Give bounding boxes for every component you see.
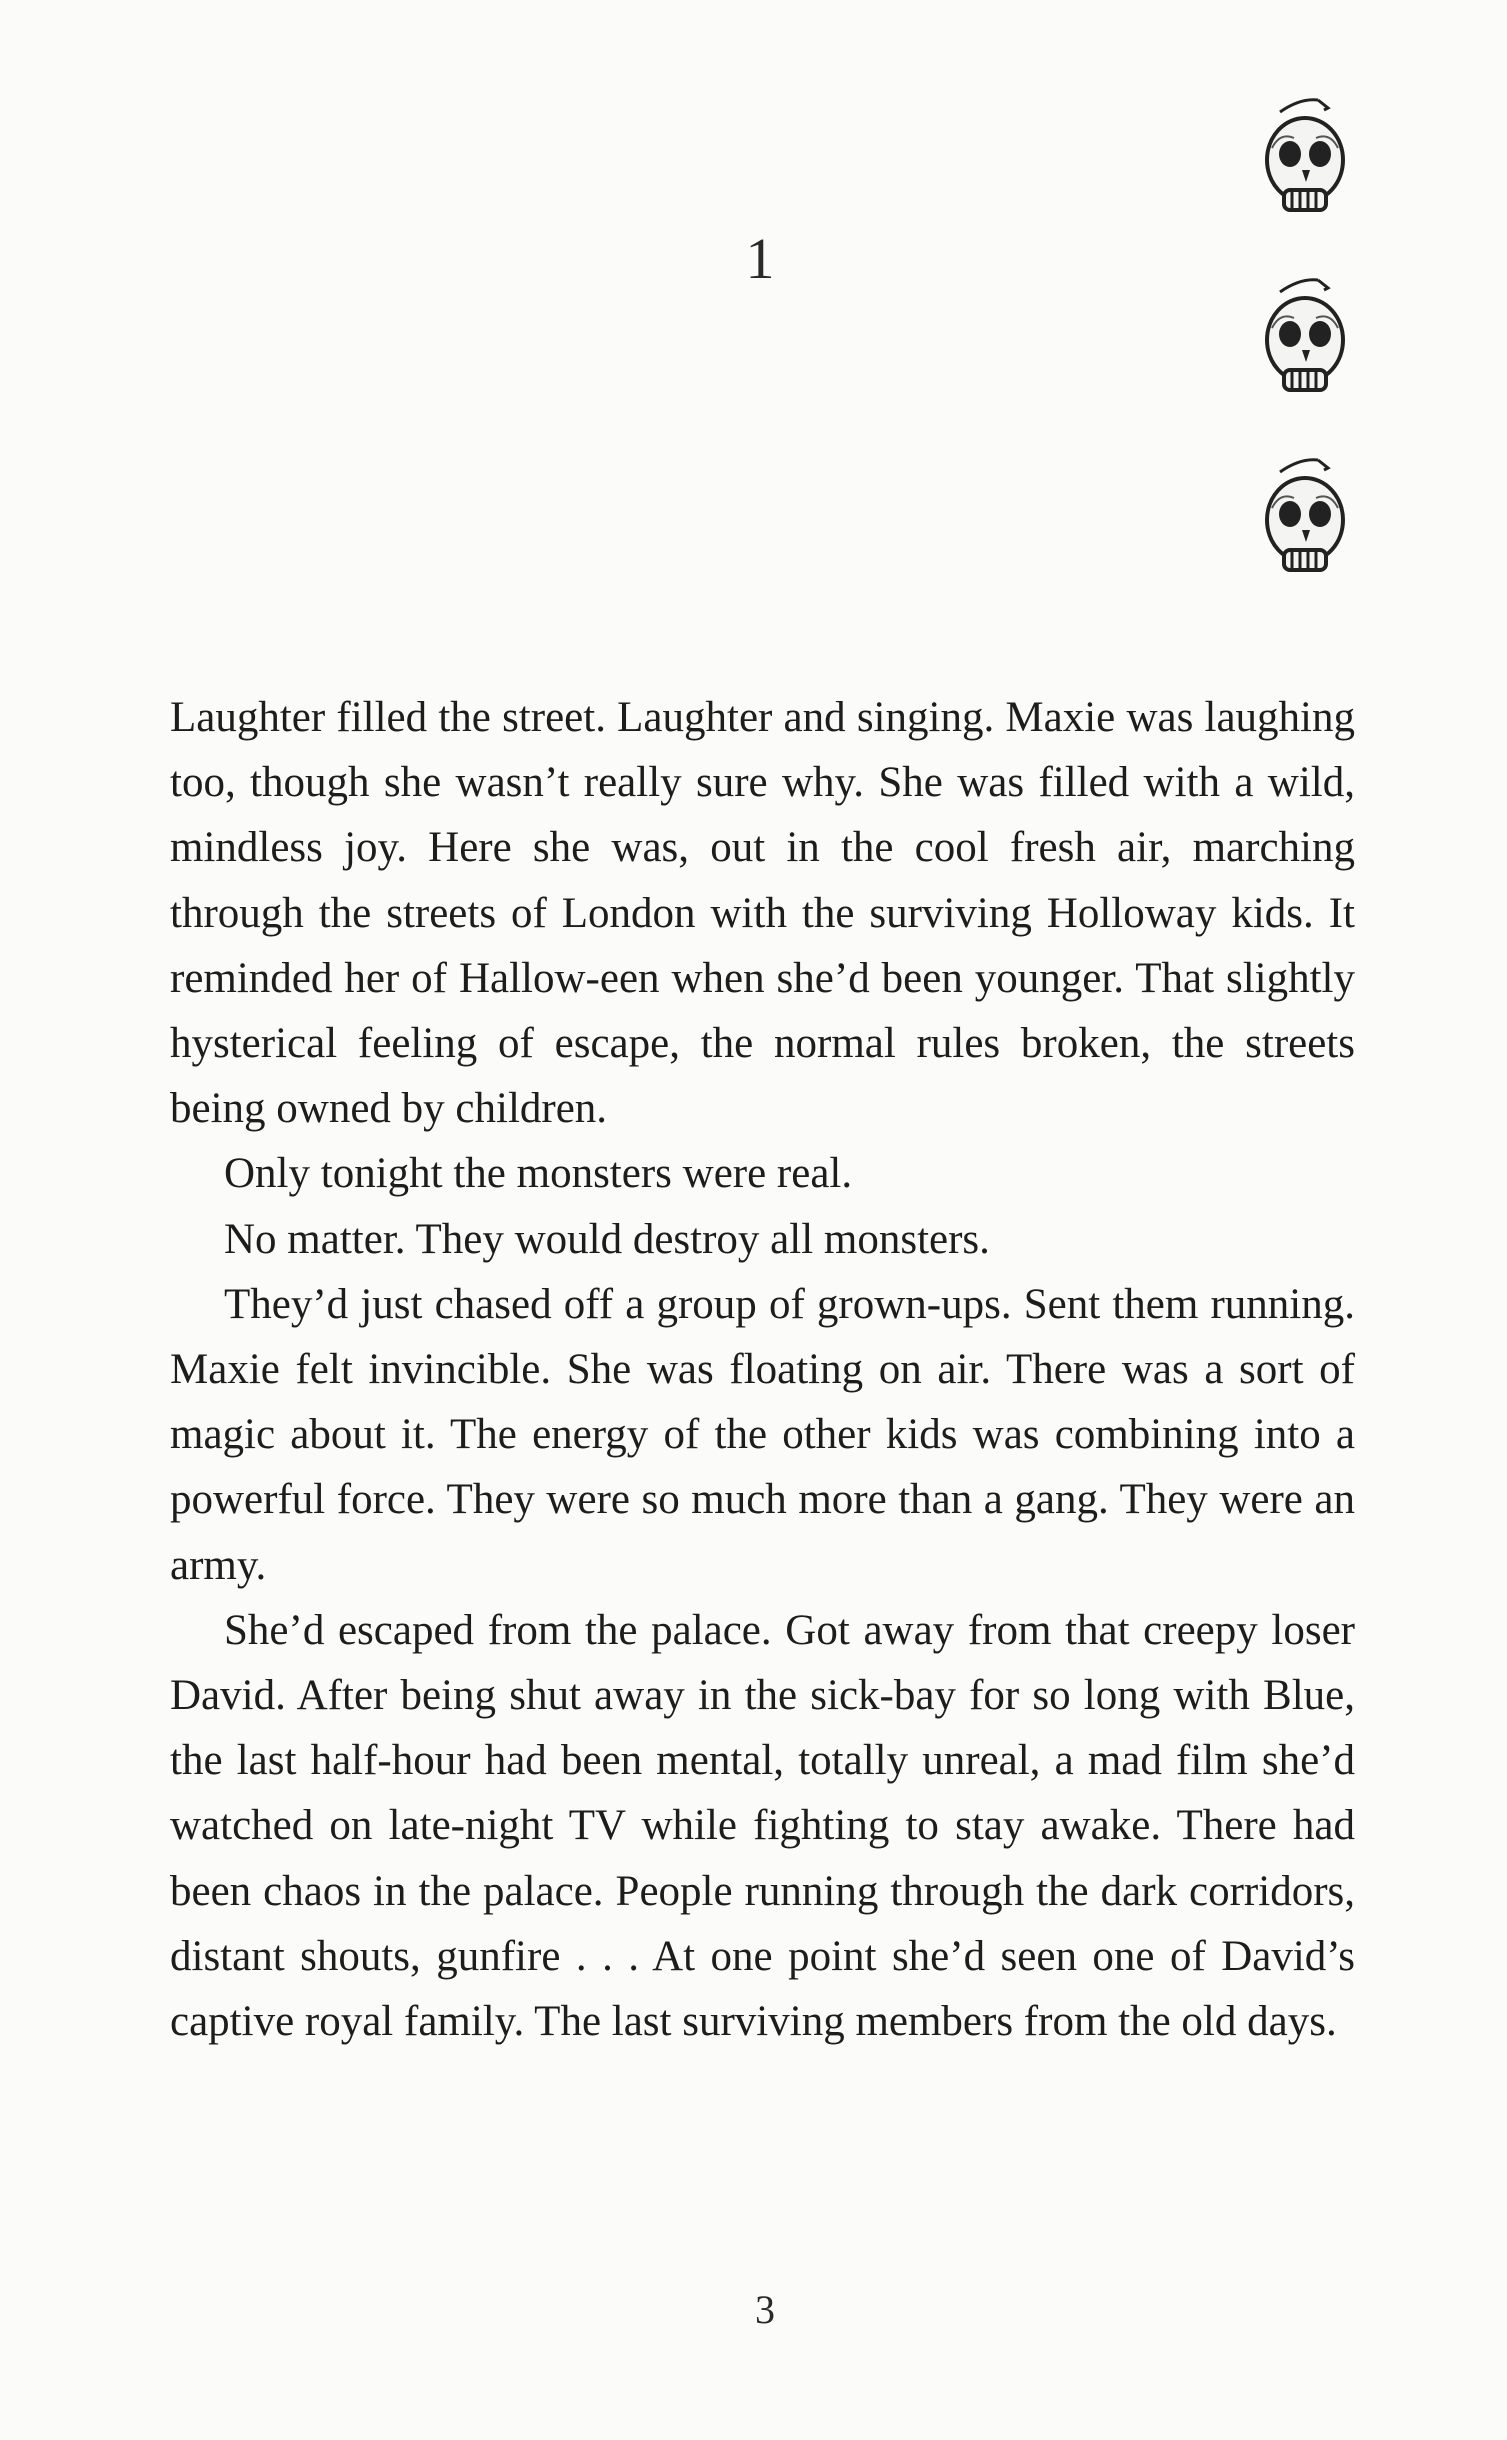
chapter-text (170, 685, 1355, 2054)
paragraph: They’d just chased off a group of grown-ups. Sent them running. Maxie felt invincible. She was floating on air. There was a sort of magic about it. The energy of the other kids was combining into a powerful force. They were so much more than a gang. They were an army. (170, 1280, 1355, 1589)
paragraph: She’d escaped from the palace. Got away from that creepy loser David. After being shut away in the sick-bay for so long with Blue, the last half-hour had been mental, totally unreal, a mad film she’d watched on late-night TV while fighting to stay awake. There had been chaos in the palace. People running through the dark corridors, distant shouts, gunfire . . . At one point she’d seen one of David’s captive royal family. The last surviving members from the old days. (170, 1606, 1355, 2046)
paragraph: Only tonight the monsters were real. (224, 1150, 853, 1198)
paragraph: No matter. They would destroy all monsters. (224, 1215, 990, 1263)
skull-icon (1250, 90, 1360, 240)
page-number: 3 (755, 2287, 775, 2332)
chapter-number: 1 (745, 226, 775, 291)
skull-ornament (1250, 90, 1360, 610)
paragraph: Laughter filled the street. Laughter and singing. Maxie was laughing too, though she wasn’t really sure why. She was filled with a wild, mindless joy. Here she was, out in the cool fresh air, marching through the streets of London with the surviving Holloway kids. It reminded her of Hallow-een when she’d been younger. That slightly hysterical feeling of escape, the normal rules broken, the streets being owned by children. (170, 694, 1355, 1133)
skull-icon (1250, 270, 1360, 420)
skull-icon (1250, 450, 1360, 600)
